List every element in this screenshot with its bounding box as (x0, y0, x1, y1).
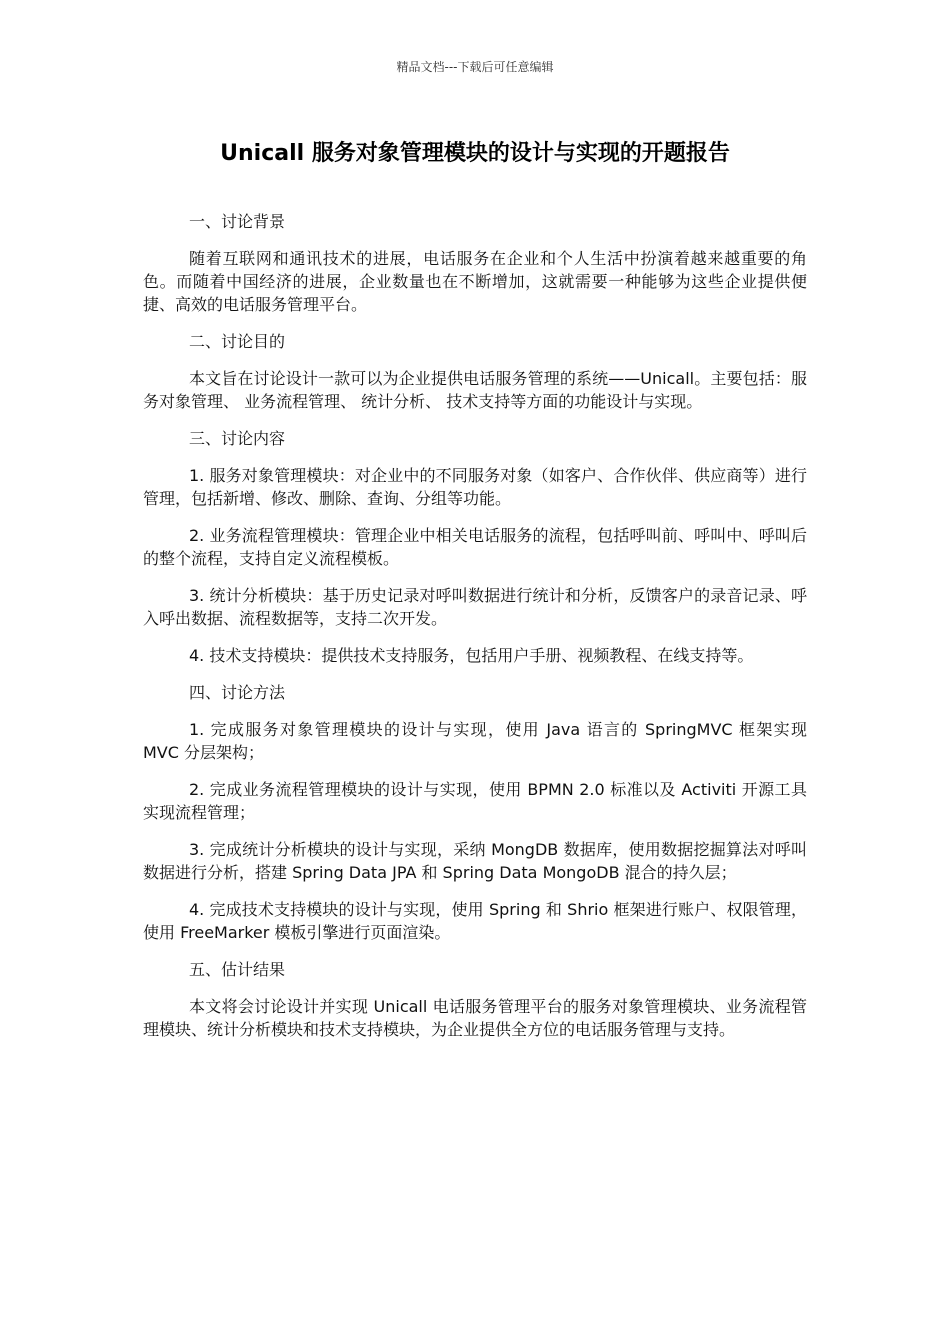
list-item-paragraph: 1. 完成服务对象管理模块的设计与实现，使用 Java 语言的 SpringMVC 框架实现 MVC 分层架构； (143, 720, 807, 762)
list-item-paragraph: 4. 完成技术支持模块的设计与实现，使用 Spring 和 Shrio 框架进行账户、权限管理，使用 FreeMarker 模板引擎进行页面渲染。 (143, 900, 807, 942)
paragraph: 本文将会讨论设计并实现 Unicall 电话服务管理平台的服务对象管理模块、业务流程管理模块、统计分析模块和技术支持模块，为企业提供全方位的电话服务管理与支持。 (143, 997, 807, 1039)
list-item-paragraph: 4. 技术支持模块：提供技术支持服务，包括用户手册、视频教程、在线支持等。 (189, 646, 754, 665)
section-heading-method: 四、讨论方法 (189, 683, 286, 702)
list-item-paragraph: 3. 统计分析模块：基于历史记录对呼叫数据进行统计和分析，反馈客户的录音记录、呼入呼出数据、流程数据等，支持二次开发。 (143, 586, 807, 628)
section-heading-background: 一、讨论背景 (189, 212, 286, 231)
list-item-paragraph: 2. 完成业务流程管理模块的设计与实现，使用 BPMN 2.0 标准以及 Activiti 开源工具实现流程管理； (143, 780, 807, 822)
header-note: 精品文档---下载后可任意编辑 (396, 60, 554, 74)
document-title: Unicall 服务对象管理模块的设计与实现的开题报告 (220, 141, 730, 166)
list-item-paragraph: 2. 业务流程管理模块：管理企业中相关电话服务的流程，包括呼叫前、呼叫中、呼叫后的整个流程，支持自定义流程模板。 (143, 526, 807, 568)
paragraph: 随着互联网和通讯技术的进展，电话服务在企业和个人生活中扮演着越来越重要的角色。而随着中国经济的进展，企业数量也在不断增加，这就需要一种能够为这些企业提供便捷、高效的电话服务管理平台。 (143, 249, 807, 314)
section-heading-purpose: 二、讨论目的 (189, 332, 286, 351)
document-body (143, 210, 807, 1055)
section-heading-expected-results: 五、估计结果 (189, 960, 286, 979)
list-item-paragraph: 1. 服务对象管理模块：对企业中的不同服务对象（如客户、合作伙伴、供应商等）进行管理，包括新增、修改、删除、查询、分组等功能。 (143, 466, 807, 508)
list-item-paragraph: 3. 完成统计分析模块的设计与实现，采纳 MongDB 数据库，使用数据挖掘算法对呼叫数据进行分析，搭建 Spring Data JPA 和 Spring Data MongoDB 混合的持久层； (143, 840, 807, 882)
section-heading-content: 三、讨论内容 (189, 429, 286, 448)
paragraph: 本文旨在讨论设计一款可以为企业提供电话服务管理的系统——Unicall。主要包括：服务对象管理、 业务流程管理、 统计分析、 技术支持等方面的功能设计与实现。 (143, 369, 807, 411)
